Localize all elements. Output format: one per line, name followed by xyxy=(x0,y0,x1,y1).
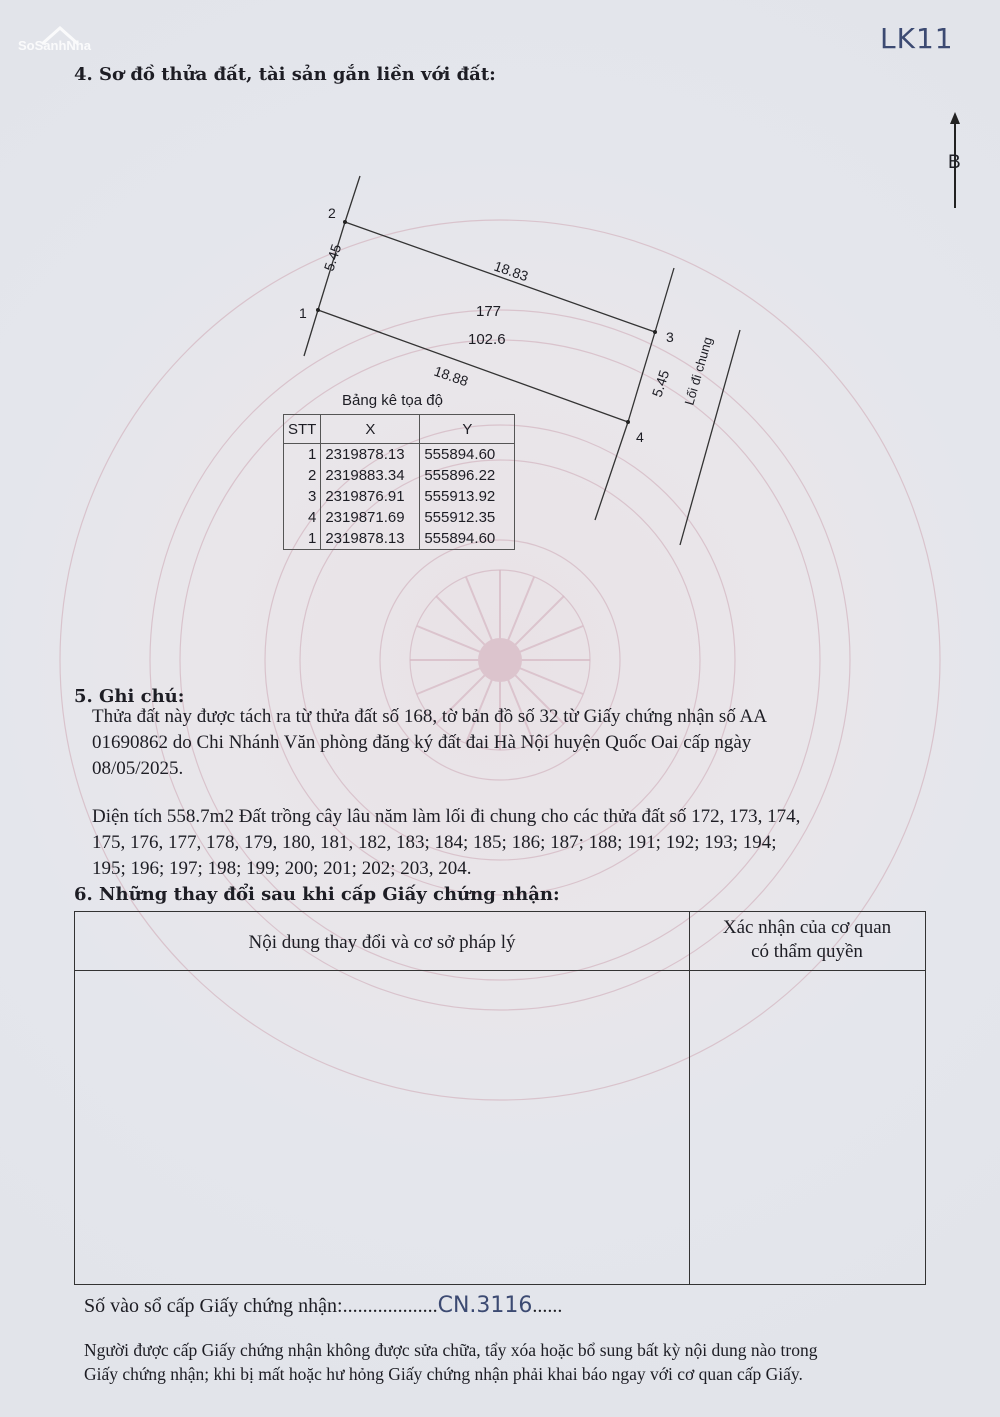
cell-stt: 4 xyxy=(284,507,321,528)
corner-mark: LK11 xyxy=(880,22,954,55)
watermark-text: SoSanhNha xyxy=(18,38,91,53)
table-row xyxy=(284,465,515,486)
col-confirmation-line: có thẩm quyền xyxy=(751,941,863,962)
coord-table-title: Bảng kê tọa độ xyxy=(342,392,443,409)
cell-x: 2319876.91 xyxy=(321,486,420,507)
point-label-1: 1 xyxy=(299,305,307,321)
section6-heading: 6. Những thay đổi sau khi cấp Giấy chứng nhận: xyxy=(74,884,560,905)
footer-note xyxy=(84,1338,964,1386)
note-line: Diện tích 558.7m2 Đất trồng cây lâu năm làm lối đi chung cho các thửa đất số 172, 173, 174, xyxy=(92,806,801,827)
note-line: 08/05/2025. xyxy=(92,758,184,779)
map-vertex-3 xyxy=(653,330,657,334)
point-label-3: 3 xyxy=(666,329,674,345)
shared-road-label: Lối đi chung xyxy=(681,335,716,407)
cell-y: 555894.60 xyxy=(420,444,515,466)
note-paragraph-2 xyxy=(92,804,922,882)
edge-length-3-4: 5.45 xyxy=(648,368,673,399)
changes-col-content: Nội dung thay đổi và cơ sở pháp lý xyxy=(248,932,516,953)
north-label: B xyxy=(948,152,961,173)
note-line: 175, 176, 177, 178, 179, 180, 181, 182, 183; 184; 185; 186; 187; 188; 191; 192; 193; 194; xyxy=(92,832,777,853)
cell-stt: 1 xyxy=(284,444,321,466)
point-label-2: 2 xyxy=(328,205,336,221)
changes-col-confirmation xyxy=(689,916,925,964)
cell-y: 555896.22 xyxy=(420,465,515,486)
edge-length-2-3: 18.83 xyxy=(492,257,531,285)
map-vertex-1 xyxy=(316,308,320,312)
section5-heading: 5. Ghi chú: xyxy=(74,686,185,707)
footer-line: Người được cấp Giấy chứng nhận không được sửa chữa, tẩy xóa hoặc bổ sung bất kỳ nội dung nào trong xyxy=(84,1340,818,1360)
changes-table-divider xyxy=(689,912,690,1284)
edge-length-1-4: 18.88 xyxy=(432,362,471,390)
map-vertex-4 xyxy=(626,420,630,424)
cell-x: 2319878.13 xyxy=(321,444,420,466)
cell-stt: 3 xyxy=(284,486,321,507)
table-row xyxy=(284,486,515,507)
table-row xyxy=(284,507,515,528)
note-paragraph-1 xyxy=(92,704,922,782)
coord-table xyxy=(283,414,515,550)
section4-heading: 4. Sơ đồ thửa đất, tài sản gắn liền với đất: xyxy=(74,64,496,85)
registry-dots: ................... xyxy=(342,1295,438,1317)
changes-table xyxy=(74,911,926,1285)
col-header-x: X xyxy=(321,415,420,444)
cell-x: 2319878.13 xyxy=(321,528,420,550)
note-line: Thửa đất này được tách ra từ thửa đất số 168, tờ bản đồ số 32 từ Giấy chứng nhận số AA xyxy=(92,706,767,727)
note-line: 01690862 do Chi Nhánh Văn phòng đăng ký đất đai Hà Nội huyện Quốc Oai cấp ngày xyxy=(92,732,752,753)
footer-line: Giấy chứng nhận; khi bị mất hoặc hư hỏng Giấy chứng nhận phải khai báo ngay với cơ quan cấp Giấy. xyxy=(84,1364,803,1384)
cell-stt: 1 xyxy=(284,528,321,550)
table-row xyxy=(284,444,515,466)
cell-y: 555913.92 xyxy=(420,486,515,507)
registry-dots: ...... xyxy=(532,1295,563,1317)
cell-y: 555912.35 xyxy=(420,507,515,528)
note-line: 195; 196; 197; 198; 199; 200; 201; 202; 203, 204. xyxy=(92,858,472,879)
col-header-y: Y xyxy=(420,415,515,444)
cell-x: 2319883.34 xyxy=(321,465,420,486)
parcel-area: 102.6 xyxy=(468,331,506,348)
registry-line xyxy=(84,1293,562,1319)
map-vertex-2 xyxy=(343,220,347,224)
col-header-stt: STT xyxy=(284,415,321,444)
registry-label: Số vào sổ cấp Giấy chứng nhận: xyxy=(84,1295,343,1317)
col-confirmation-line: Xác nhận của cơ quan xyxy=(722,917,892,938)
cell-y: 555894.60 xyxy=(420,528,515,550)
edge-length-1-2: 5.45 xyxy=(320,242,345,273)
cell-x: 2319871.69 xyxy=(321,507,420,528)
parcel-number: 177 xyxy=(476,303,502,320)
coord-table-header xyxy=(284,415,515,444)
cell-stt: 2 xyxy=(284,465,321,486)
table-row xyxy=(284,528,515,550)
point-label-4: 4 xyxy=(636,429,644,445)
registry-number: CN.3116 xyxy=(437,1293,533,1318)
